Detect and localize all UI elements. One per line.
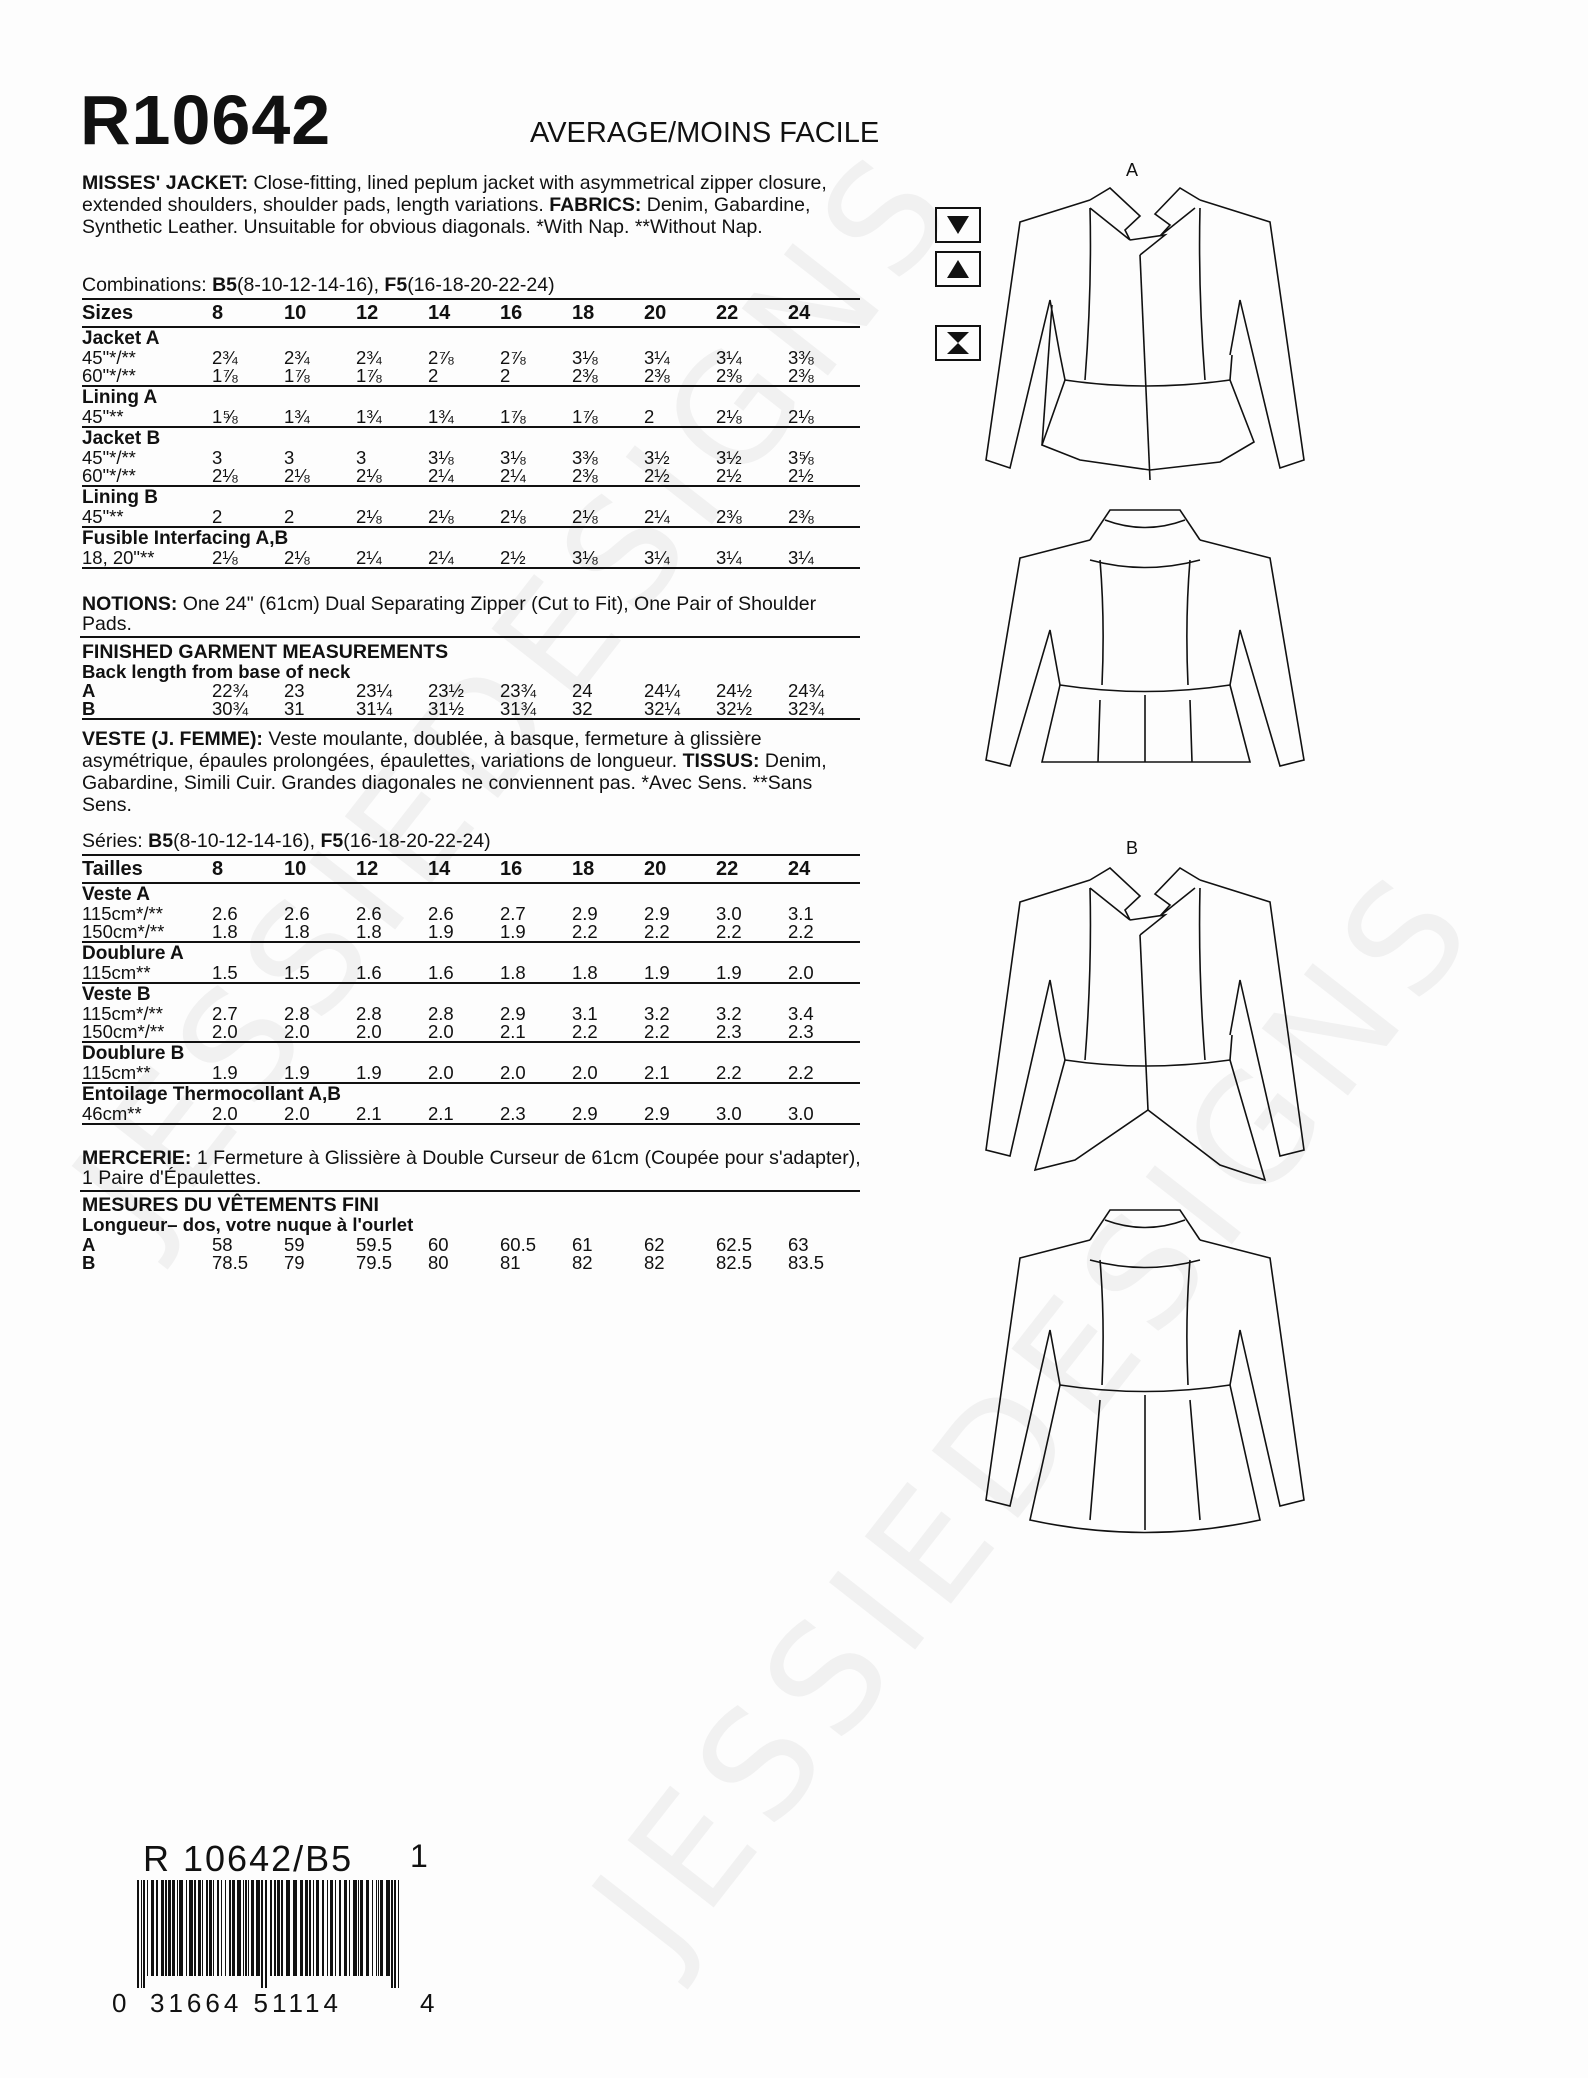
barcode-bar — [168, 1880, 171, 1976]
barcode-bar — [194, 1880, 196, 1976]
notions: NOTIONS: One 24" (61cm) Dual Separating Zipper (Cut to Fit), One Pair of Shoulder Pads. — [82, 593, 817, 635]
fgm-title: FINISHED GARMENT MEASUREMENTS — [82, 641, 449, 663]
barcode-bar — [141, 1880, 142, 1988]
table-row: B 30¾ 31 31¼ 31½ 31¾ 32 32¼ 32½ 32¾ — [82, 700, 860, 719]
table-row: 60"*/** 1⅞ 1⅞ 1⅞ 2 2 2⅜ 2⅜ 2⅜ 2⅜ — [82, 367, 860, 386]
barcode-bar — [313, 1880, 314, 1976]
barcode-bar — [270, 1880, 272, 1976]
barcode-bar — [286, 1880, 290, 1976]
barcode-bar — [151, 1880, 154, 1976]
barcode-bar — [245, 1880, 247, 1976]
barcode-bar — [237, 1880, 241, 1976]
barcode-bar — [202, 1880, 203, 1976]
barcode-bar — [179, 1880, 183, 1976]
barcode-bar — [221, 1880, 222, 1976]
table-row: 45"** 2 2 2⅛ 2⅛ 2⅛ 2⅛ 2¼ 2⅜ 2⅜ — [82, 508, 860, 527]
size-header-row: Tailles 8 10 12 14 16 18 20 22 24 — [82, 855, 860, 883]
view-b-label: B — [1126, 838, 1139, 858]
jacket-a-front-illustration — [980, 180, 1310, 500]
fgm-subtitle: Back length from base of neck — [82, 661, 351, 682]
page-number: 1 — [410, 1838, 428, 1874]
section-entoilage: Entoilage Thermocollant A,B — [82, 1083, 341, 1105]
barcode-bar — [322, 1880, 324, 1976]
barcode-bar — [378, 1880, 379, 1976]
pattern-number: R10642 — [80, 81, 332, 159]
barcode-bar — [147, 1880, 148, 1976]
divider — [80, 636, 860, 638]
barcode-bar — [358, 1880, 359, 1976]
barcode-bar — [281, 1880, 283, 1976]
jacket-b-front-illustration — [980, 860, 1310, 1200]
table-row: 115cm** 1.5 1.5 1.6 1.6 1.8 1.8 1.9 1.9 2.0 — [82, 964, 860, 983]
section-fusible-interfacing: Fusible Interfacing A,B — [82, 527, 289, 549]
barcode-bar — [172, 1880, 175, 1976]
size-header-row: Sizes 8 10 12 14 16 18 20 22 24 — [82, 299, 860, 327]
desc-text: Close-fitting, lined peplum jacket with asymmetrical zipper closure, extended shoulders, shoulder pads, length variations. — [82, 172, 827, 216]
barcode-bar — [232, 1880, 235, 1976]
barcode-bar — [143, 1880, 145, 1988]
table-row: 115cm** 1.9 1.9 1.9 2.0 2.0 2.0 2.1 2.2 2.2 — [82, 1064, 860, 1083]
jacket-b-back-illustration — [980, 1200, 1310, 1540]
barcode-bar — [316, 1880, 319, 1976]
barcode-digits: 31664 51114 — [150, 1988, 342, 2018]
barcode-bar — [305, 1880, 308, 1976]
barcode-bar — [376, 1880, 377, 1976]
barcode-bar — [372, 1880, 373, 1976]
barcode-bar — [391, 1880, 393, 1988]
english-description — [82, 172, 862, 238]
pattern-code: R 10642/B5 — [143, 1838, 354, 1879]
barcode-bar — [300, 1880, 303, 1976]
table-row: 115cm*/** 2.6 2.6 2.6 2.6 2.7 2.9 2.9 3.0 3.1 — [82, 903, 814, 924]
divider — [80, 1190, 860, 1192]
barcode-bar — [248, 1880, 249, 1976]
french-description: VESTE (J. FEMME): Veste moulante, doublée, à basque, fermeture à glissière asymétrique, épaules prolongées, épaulettes, variations de longueur. TISSUS: Denim, Gabardine, Simili Cuir. Grandes diagonales ne conviennent pas. *Avec Sens. **Sans Sens. — [82, 728, 827, 816]
table-row: 115cm*/** 2.7 2.8 2.8 2.8 2.9 3.1 3.2 3.2 3.4 — [82, 1003, 814, 1024]
table-row: 45"*/** 2¾ 2¾ 2¾ 2⅞ 2⅞ 3⅛ 3¼ 3¼ 3⅜ — [82, 347, 814, 368]
barcode-bar — [394, 1880, 396, 1988]
barcode-bar — [380, 1880, 383, 1976]
barcode-bar — [161, 1880, 164, 1976]
french-finished-measurements — [82, 1236, 860, 1272]
barcode-bar — [256, 1880, 260, 1976]
barcode-bar — [277, 1880, 280, 1976]
section-lining-a: Lining A — [82, 386, 158, 408]
english-yardage-table — [82, 298, 860, 569]
table-row: 150cm*/** 1.8 1.8 1.8 1.9 1.9 2.2 2.2 2.2 2.2 — [82, 923, 860, 942]
table-row: 60"*/** 2⅛ 2⅛ 2⅛ 2¼ 2¼ 2⅜ 2½ 2½ 2½ — [82, 467, 860, 486]
barcode-bar — [165, 1880, 167, 1976]
barcode-bar — [386, 1880, 390, 1976]
table-row: 45"** 1⅝ 1¾ 1¾ 1¾ 1⅞ 1⅞ 2 2⅛ 2⅛ — [82, 408, 860, 427]
with-nap-icon — [935, 207, 981, 243]
barcode-bar — [177, 1880, 178, 1976]
desc-title: MISSES' JACKET: — [82, 172, 249, 194]
barcode-bar — [217, 1880, 219, 1976]
jacket-a-back-illustration — [980, 500, 1310, 780]
fabrics-text: Denim, Gabardine, Synthetic Leather. Unsuitable for obvious diagonals. *With Nap. **Without Nap. — [82, 194, 811, 238]
mercerie: MERCERIE: 1 Fermeture à Glissière à Double Curseur de 61cm (Coupée pour s'adapter), 1 Paire d'Épaulettes. — [82, 1147, 861, 1189]
barcode-bar — [360, 1880, 363, 1976]
barcode-bar — [243, 1880, 244, 1976]
table-row: B 78.5 79 79.5 80 81 82 82 82.5 83.5 — [82, 1252, 825, 1273]
barcode-bar — [349, 1880, 350, 1976]
fabric-icons — [935, 207, 979, 369]
barcode — [135, 1880, 405, 1990]
table-row: 18, 20"** 2⅛ 2⅛ 2¼ 2¼ 2½ 3⅛ 3¼ 3¼ 3¼ — [82, 549, 860, 568]
barcode-bar — [189, 1880, 193, 1976]
barcode-bar — [137, 1880, 139, 1988]
barcode-bar — [398, 1880, 399, 1988]
barcode-bar — [309, 1880, 311, 1976]
french-yardage-table — [82, 854, 860, 1125]
barcode-bar — [353, 1880, 357, 1976]
barcode-bar — [229, 1880, 231, 1976]
series: Séries: B5(8-10-12-14-16), F5(16-18-20-22-24) — [82, 830, 491, 852]
combinations: Combinations: B5(8-10-12-14-16), F5(16-18-20-22-24) — [82, 274, 555, 296]
mesures-title: MESURES DU VÊTEMENTS FINI — [82, 1194, 379, 1216]
barcode-bar — [339, 1880, 341, 1976]
barcode-bar — [335, 1880, 336, 1976]
section-doublure-a: Doublure A — [82, 942, 184, 964]
barcode-bar — [225, 1880, 226, 1976]
barcode-bar — [344, 1880, 347, 1976]
barcode-bar — [198, 1880, 201, 1976]
mesures-subtitle: Longueur– dos, votre nuque à l'ourlet — [82, 1214, 414, 1235]
unsuitable-diagonal-icon — [935, 325, 981, 361]
barcode-bar — [261, 1880, 263, 1988]
barcode-bar — [213, 1880, 214, 1976]
barcode-last-digit: 4 — [420, 1988, 439, 2018]
barcode-bar — [186, 1880, 187, 1976]
section-doublure-b: Doublure B — [82, 1042, 185, 1064]
barcode-bar — [327, 1880, 328, 1976]
view-a-label: A — [1126, 160, 1139, 180]
section-veste-b: Veste B — [82, 983, 151, 1005]
section-jacket-a: Jacket A — [82, 327, 160, 349]
barcode-bar — [206, 1880, 208, 1976]
barcode-bar — [156, 1880, 158, 1976]
barcode-bar — [251, 1880, 254, 1976]
barcode-first-digit: 0 — [112, 1988, 131, 2018]
section-veste-a: Veste A — [82, 883, 150, 905]
barcode-bar — [274, 1880, 276, 1976]
table-row: A 58 59 59.5 60 60.5 61 62 62.5 63 — [82, 1234, 809, 1255]
barcode-bar — [330, 1880, 333, 1976]
english-finished-measurements — [82, 682, 860, 720]
table-row: 150cm*/** 2.0 2.0 2.0 2.0 2.1 2.2 2.2 2.3 2.3 — [82, 1023, 860, 1042]
table-row: 45"*/** 3 3 3 3⅛ 3⅛ 3⅜ 3½ 3½ 3⅝ — [82, 447, 814, 468]
barcode-bar — [209, 1880, 212, 1976]
section-lining-b: Lining B — [82, 486, 158, 508]
fabrics-label: FABRICS: — [549, 194, 642, 216]
without-nap-icon — [935, 251, 981, 287]
barcode-bar — [293, 1880, 297, 1976]
difficulty-level: AVERAGE/MOINS FACILE — [530, 117, 880, 149]
barcode-bar — [366, 1880, 369, 1976]
table-row: A 22¾ 23 23¼ 23½ 23¾ 24 24¼ 24½ 24¾ — [82, 680, 825, 701]
barcode-bar — [265, 1880, 267, 1988]
table-row: 46cm** 2.0 2.0 2.1 2.1 2.3 2.9 2.9 3.0 3.0 — [82, 1105, 860, 1124]
section-jacket-b: Jacket B — [82, 427, 161, 449]
